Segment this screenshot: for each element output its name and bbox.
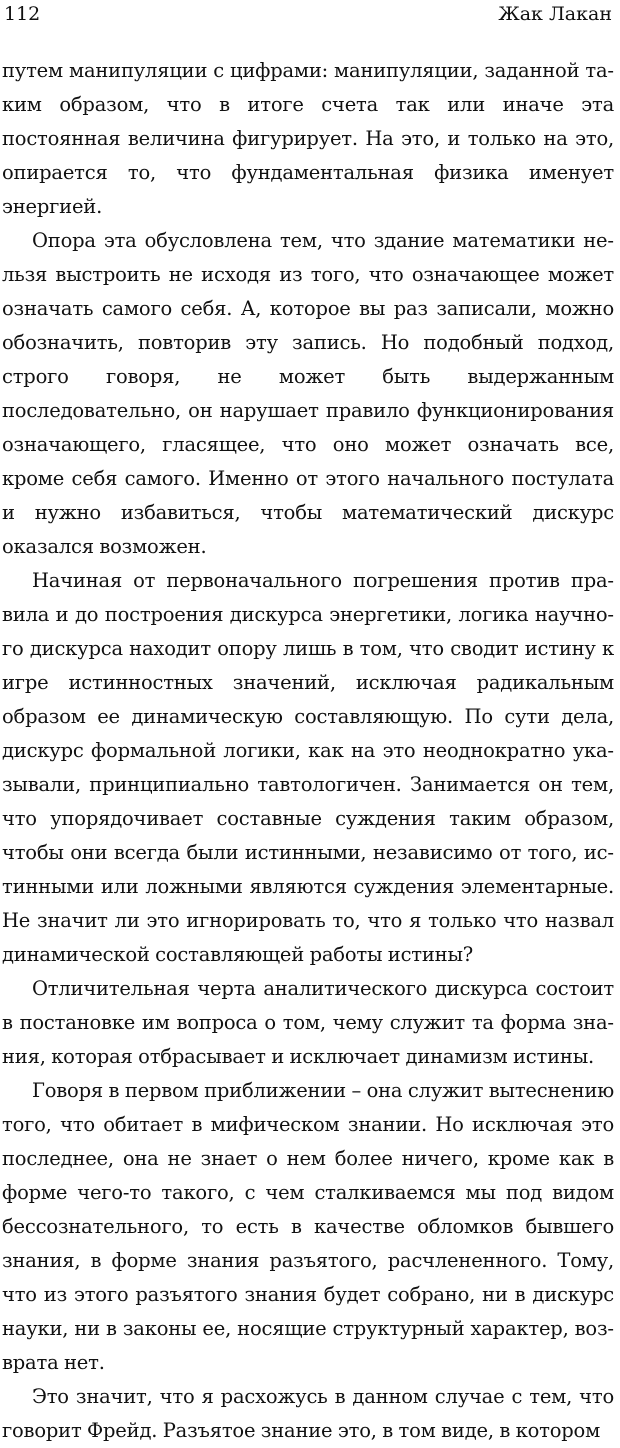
paragraph-2: Опора эта обусловлена тем, что здание математики нельзя выстроить не исходя из того, что означающее может означать самого себя. А, которое вы раз записали, можно обозначить, повторив эту запись. Но подобный подход, строго говоря, не может быть выдержанным последовательно, он нарушает правило функционирования означающего, гласящее, что оно может означать все, кроме себя самого. Именно от этого начального постулата и нужно избавиться, чтобы математический дискурс оказался возможен. [2, 229, 614, 558]
paragraph-1: путем манипуляции с цифрами: манипуляции, заданной таким образом, что в итоге счета так или иначе эта постоянная величина фигурирует. На это, и только на это, опирается то, что фундаментальная физика именует энергией. [2, 59, 614, 218]
page-body [2, 54, 614, 1448]
paragraph-5: Говоря в первом приближении – она служит вытеснению того, что обитает в мифическом знании. Но исключая это последнее, она не знает о нем более ничего, кроме как в форме чего-то такого, с чем сталкиваемся мы под видом бессознательного, то есть в качестве обломков бывшего знания, в форме знания разъятого, расчлененного. Тому, что из этого разъятого знания будет собрано, ни в дискурс науки, ни в законы ее, носящие структурный характер, возврата нет. [2, 1079, 614, 1374]
running-header [4, 0, 612, 40]
paragraph-4: Отличительная черта аналитического дискурса состоит в постановке им вопроса о том, чему служит та форма знания, которая отбрасывает и исключает динамизм истины. [2, 977, 614, 1068]
page-number: 112 [4, 3, 41, 25]
running-title: Жак Лакан [498, 3, 612, 25]
paragraph-3: Начиная от первоначального погрешения против правила и до построения дискурса энергетики, логика научного дискурса находит опору лишь в том, что сводит истину к игре истинностных значений, исключая радикальным образом ее динамическую составляющую. По сути дела, дискурс формальной логики, как на это неоднократно указывали, принципиально тавтологичен. Занимается он тем, что упорядочивает составные суждения таким образом, чтобы они всегда были истинными, независимо от того, истинными или ложными являются суждения элементарные. Не значит ли это игнорировать то, что я только что назвал динамической составляющей работы истины? [2, 569, 614, 966]
paragraph-6: Это значит, что я расхожусь в данном случае с тем, что говорит Фрейд. Разъятое знание это, в том виде, в котором [2, 1385, 614, 1442]
